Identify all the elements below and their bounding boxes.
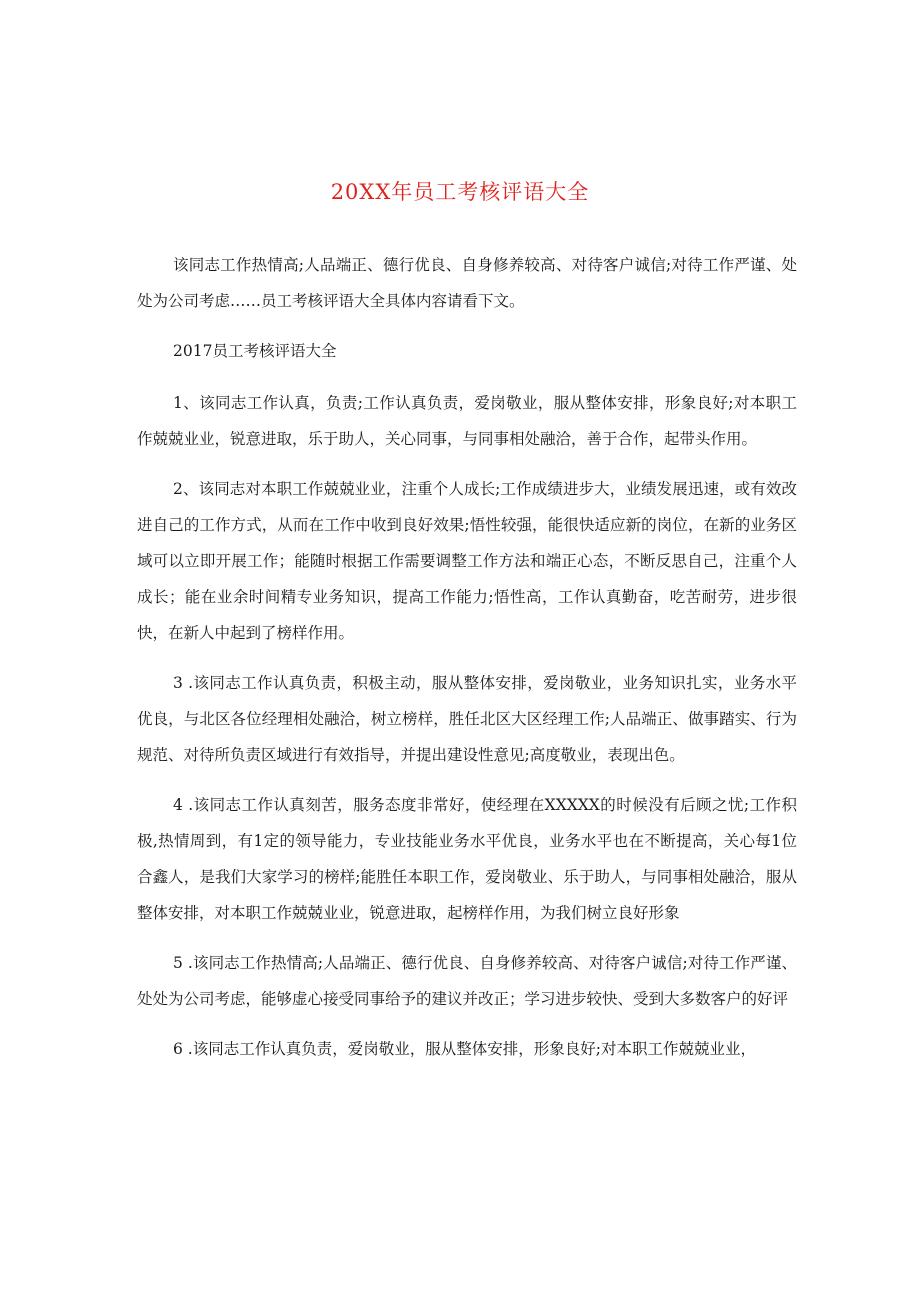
evaluation-item-5: 5 .该同志工作热情高;人品端正、德行优良、自身修养较高、对待客户诚信;对待工作严谨、处处为公司考虑，能够虚心接受同事给予的建议并改正；学习进步较快、受到大多数客户的好评 bbox=[137, 954, 797, 1008]
evaluation-item-3: 3 .该同志工作认真负责，积极主动，服从整体安排，爱岗敬业，业务知识扎实，业务水平优良，与北区各位经理相处融洽，树立榜样，胜任北区大区经理工作;人品端正、做事踏实、行为规范、对待所负责区域进行有效指导，并提出建设性意见;高度敬业，表现出色。 bbox=[137, 674, 797, 764]
evaluation-item-2: 2、该同志对本职工作兢兢业业，注重个人成长;工作成绩进步大，业绩发展迅速，或有效改进自己的工作方式，从而在工作中收到良好效果;悟性较强，能很快适应新的岗位，在新的业务区域可以立即开展工作；能随时根据工作需要调整工作方法和端正心态，不断反思自己，注重个人成长；能在业余时间精专业务知识，提高工作能力;悟性高，工作认真勤奋，吃苦耐劳，进步很快，在新人中起到了榜样作用。 bbox=[137, 480, 797, 642]
section-subheading: 2017员工考核评语大全 bbox=[173, 342, 337, 360]
evaluation-item-4: 4 .该同志工作认真刻苦，服务态度非常好，使经理在XXXXX的时候没有后顾之忧;工作积极,热情周到，有1定的领导能力，专业技能业务水平优良，业务水平也在不断提高，关心每1位合鑫人，是我们大家学习的榜样;能胜任本职工作，爱岗敬业、乐于助人，与同事相处融洽，服从整体安排，对本职工作兢兢业业，锐意进取，起榜样作用，为我们树立良好形象 bbox=[137, 796, 797, 922]
document-body bbox=[137, 247, 797, 1081]
evaluation-item-1: 1、该同志工作认真，负责;工作认真负责，爱岗敬业，服从整体安排，形象良好;对本职工作兢兢业业，锐意进取，乐于助人，关心同事，与同事相处融洽，善于合作，起带头作用。 bbox=[137, 394, 797, 448]
evaluation-item-6: 6 .该同志工作认真负责，爱岗敬业，服从整体安排，形象良好;对本职工作兢兢业业， bbox=[173, 1040, 756, 1058]
document-title: 20XX年员工考核评语大全 bbox=[330, 180, 590, 204]
intro-paragraph: 该同志工作热情高;人品端正、德行优良、自身修养较高、对待客户诚信;对待工作严谨、处处为公司考虑……员工考核评语大全具体内容请看下文。 bbox=[137, 256, 797, 310]
